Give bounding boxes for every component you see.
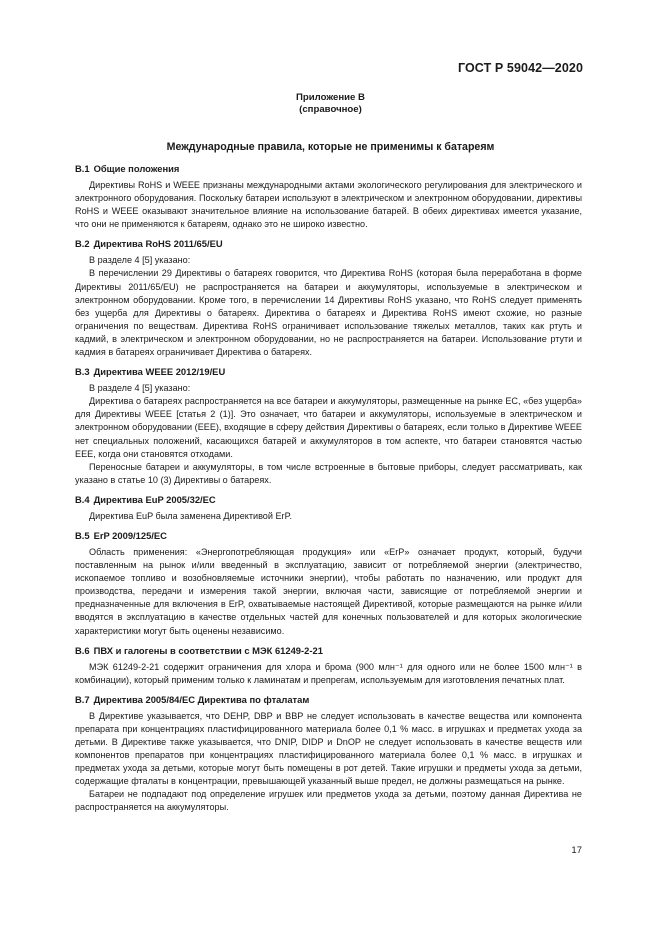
section-number: В.6 (75, 644, 90, 656)
section-b3 (75, 366, 582, 487)
paragraph: В разделе 4 [5] указано: (89, 383, 191, 394)
document-body (75, 163, 582, 822)
paragraph: Директива EuP была заменена Директивой ErP. (89, 510, 292, 521)
paragraph: Батареи не подпадают под определение игрушек или предметов ухода за детьми, поэтому данная Директива не распространяется на аккумуляторы. (75, 789, 582, 813)
section-heading (75, 530, 582, 542)
section-title: Директива 2005/84/ЕС Директива по фталатам (93, 693, 310, 705)
paragraph: Переносные батареи и аккумуляторы, в том числе встроенные в бытовые приборы, следует рассматривать, как указано в статье 10 (3) Директивы о батареях. (75, 461, 582, 485)
section-heading (75, 494, 582, 506)
section-heading (75, 694, 582, 706)
annex-subtitle: (справочное) (299, 104, 362, 115)
section-number: В.5 (75, 529, 90, 541)
document-title: Международные правила, которые не применимы к батареям (166, 141, 495, 153)
section-title: Директива RoHS 2011/65/EU (93, 238, 223, 250)
section-b5 (75, 530, 582, 638)
section-b2 (75, 238, 582, 359)
section-b6 (75, 645, 582, 687)
section-b7 (75, 694, 582, 815)
section-b4 (75, 494, 582, 523)
section-number: В.2 (75, 238, 90, 250)
section-title: ПВХ и галогены в соответствии с МЭК 61249-2-21 (93, 644, 323, 656)
annex-heading (0, 92, 661, 116)
paragraph: МЭК 61249-2-21 содержит ограничения для хлора и брома (900 млн⁻¹ для одного или не более 1500 млн⁻¹ в комбинации), который применим только к ламинатам и препрегам, используемым для изготовления печатных плат. (75, 661, 582, 685)
section-title: ErP 2009/125/EC (93, 529, 167, 541)
section-heading (75, 366, 582, 378)
document-code: ГОСТ Р 59042—2020 (457, 61, 583, 75)
section-title: Директива EuP 2005/32/EC (93, 493, 216, 505)
paragraph: Область применения: «Энергопотребляющая продукция» или «ErP» означает продукт, который, будучи поставленным на рынок и/или введенный в эксплуатацию, зависит от потребляемой энергии (электричество, ископаемое топливо и возобновляемые источники энергии), чтобы работать по назначению, или продукт для производства, передачи и измерения такой энергии, включая части, зависящие от потребляемой энергии и предназначенные для включения в ErP, охватываемые настоящей Директивой, которые размещаются на рынке и/или вводятся в эксплуатацию в качестве отдельных частей для конечных пользователей и для которых экологические характеристики могут быть оценены независимо. (75, 546, 582, 636)
section-heading (75, 645, 582, 657)
paragraph: Директива о батареях распространяется на все батареи и аккумуляторы, размещенные на рынке ЕС, «без ущерба» для Директивы WEEE [статья 2 (1)]. Это означает, что батареи и аккумуляторы, используемые в электрическом и электронном оборудовании (ЕЕЕ), входящие в сферу действия Директивы о батареях, если только в Директиве WEEE нет специальных положений, касающихся батарей и аккумуляторов в том аспекте, что батареи становятся частью ЕЕЕ, когда они становятся отходами. (75, 396, 582, 459)
section-number: В.3 (75, 366, 90, 378)
section-heading (75, 238, 582, 250)
section-title: Общие положения (93, 163, 180, 174)
paragraph: В Директиве указывается, что DEHP, DBP и BBP не следует использовать в качестве вещества или компонента препарата при концентрациях пластифицированного материала более 0,1 % масс. в игрушках и предметах ухода за детьми. В Директиве также указывается, что DNIP, DIDP и DnOP не следует использовать в качестве веществ или компонентов препаратов при концентрациях пластифицированного материала более 0,1 % масс. в игрушках и предметах ухода за детьми, которые могут быть помещены в рот детей. Такие игрушки и предметы ухода за детьми, содержащие фталаты в концентрации, превышающей указанный выше предел, не должны размещаться на рынке. (75, 710, 582, 787)
section-number: В.4 (75, 493, 90, 505)
page-number: 17 (571, 845, 582, 856)
section-number: В.1 (75, 163, 90, 174)
annex-title: Приложение В (296, 92, 365, 103)
paragraph: В перечислении 29 Директивы о батареях говорится, что Директива RoHS (которая была переработана в форме Директивы 2011/65/EU) не распространяется на батареи и аккумуляторы, используемые в электрическом и электронном оборудовании. Кроме того, в перечислении 14 Директивы RoHS указано, что RoHS следует применять без ущерба для Директивы о батареях. Директива о батареях и Директива RoHS имеют схожие, но разные ограничения по веществам. Директива RoHS ограничивает использование тяжелых металлов, таких как ртуть и кадмий, в электрическом и электронном оборудовании, но не распространяется на батареи. Использование ртути и кадмия в батареях ограничивает Директива о батареях. (75, 268, 582, 358)
section-b1 (75, 163, 582, 231)
section-heading (75, 163, 582, 175)
section-title: Директива WEEE 2012/19/EU (93, 366, 226, 378)
paragraph: В разделе 4 [5] указано: (89, 255, 191, 266)
paragraph: Директивы RoHS и WEEE признаны международными актами экологического регулирования для электрического и электронного оборудования. Поскольку батареи используют в электрическом и электронном оборудовании, директивы RoHS и WEEE оказывают значительное влияние на использование батарей. В обеих директивах имеется указание, что они не применяются к батареям, однако это не широко известно. (75, 180, 582, 230)
section-number: В.7 (75, 693, 90, 705)
